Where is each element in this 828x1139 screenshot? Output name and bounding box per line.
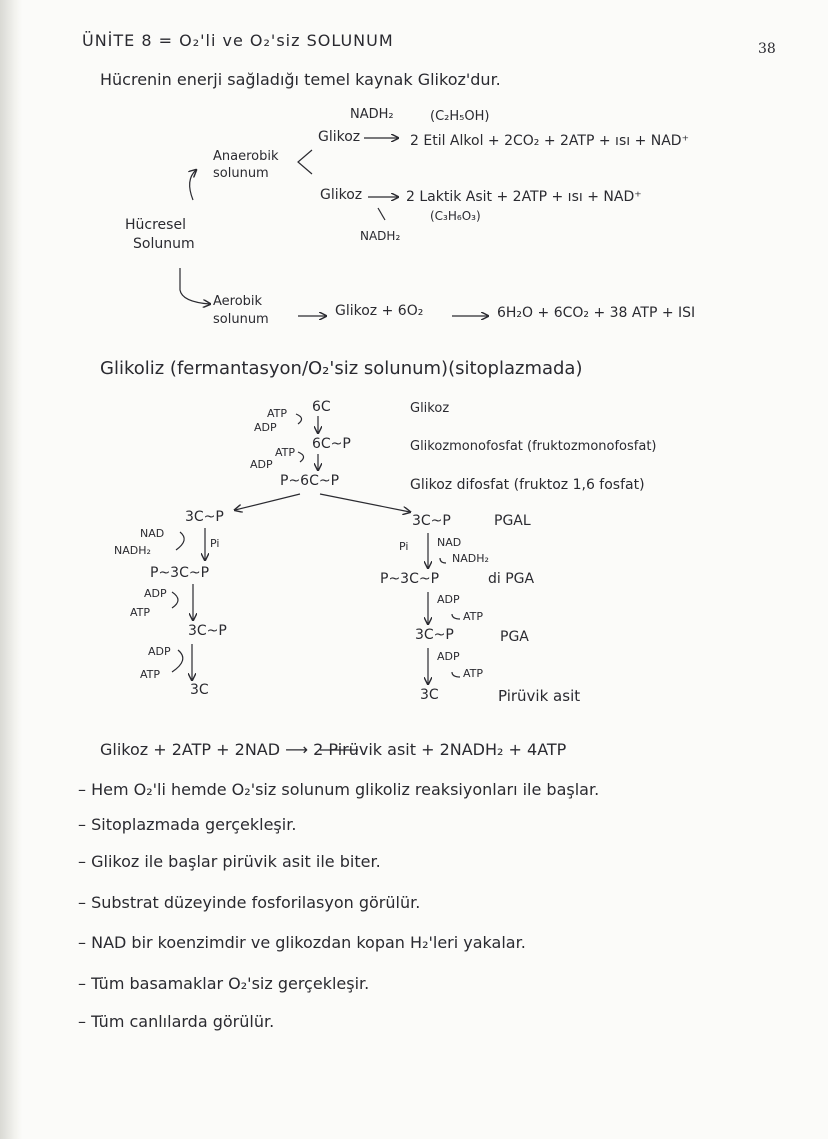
pyruvic-acid-label: Pirüvik asit xyxy=(498,687,581,705)
unit-title: ÜNİTE 8 = O₂'li ve O₂'siz SOLUNUM xyxy=(82,31,394,50)
bullet-item: – NAD bir koenzimdir ve glikozdan kopan H₂'leri yakalar. xyxy=(78,933,526,952)
atp-in-2: ATP xyxy=(275,446,296,459)
aerobic-reactants: Glikoz + 6O₂ xyxy=(335,303,424,319)
lactic-formula: (C₃H₆O₃) xyxy=(430,209,481,223)
atp-adp-curve-1 xyxy=(296,414,302,424)
right-nad: NAD xyxy=(437,536,462,549)
left-adp-curve-1 xyxy=(172,592,178,608)
desc-monophosphate: Glikozmonofosfat (fruktozmonofosfat) xyxy=(410,439,657,454)
anaerobic-brace xyxy=(298,150,312,174)
anaerobic-label-2: solunum xyxy=(213,166,269,181)
glycolysis-heading: Glikoliz (fermantasyon/O₂'siz solunum)(sitoplazmada) xyxy=(100,358,583,379)
lactic-products: 2 Laktik Asit + 2ATP + ısı + NAD⁺ xyxy=(406,189,642,205)
right-adp-2: ADP xyxy=(437,650,460,663)
summary-equation: Glikoz + 2ATP + 2NAD ⟶ 2 Pirüvik asit + 2NADH₂ + 4ATP xyxy=(100,740,567,759)
ethanol-formula: (C₂H₅OH) xyxy=(430,109,490,124)
left-atp-1: ATP xyxy=(130,606,151,619)
right-pi: Pi xyxy=(399,540,409,553)
right-atp-2: ATP xyxy=(463,667,484,680)
bullet-item: – Glikoz ile başlar pirüvik asit ile biter. xyxy=(78,852,381,871)
lactic-nad-hook xyxy=(378,208,385,220)
split-right-arrow xyxy=(320,494,410,512)
adp-out-1: ADP xyxy=(254,421,277,434)
right-3c: 3C xyxy=(420,687,439,703)
left-nadh2: NADH₂ xyxy=(114,544,151,557)
lactic-substrate: Glikoz xyxy=(320,187,363,203)
pgal-label: PGAL xyxy=(494,513,531,529)
right-nad-hook xyxy=(440,558,446,563)
left-3c-p: 3C~P xyxy=(185,509,224,525)
dipga-label: di PGA xyxy=(488,571,535,587)
right-atp-1: ATP xyxy=(463,610,484,623)
cellular-respiration-label-1: Hücresel xyxy=(125,217,186,233)
intro-sentence: Hücrenin enerji sağladığı temel kaynak Glikoz'dur. xyxy=(100,70,501,89)
atp-in-1: ATP xyxy=(267,407,288,420)
right-adp-1: ADP xyxy=(437,593,460,606)
bullet-item: – Sitoplazmada gerçekleşir. xyxy=(78,815,297,834)
to-anaerobic-arrow xyxy=(190,170,196,200)
left-adp-1: ADP xyxy=(144,587,167,600)
right-atp-hook-1 xyxy=(452,614,460,619)
anaerobic-label-1: Anaerobik xyxy=(213,149,279,164)
to-aerobic-arrow xyxy=(180,268,210,304)
right-3c-p-2: 3C~P xyxy=(415,627,454,643)
glucose-6c: 6C xyxy=(312,399,331,415)
right-p-3c-p: P~3C~P xyxy=(380,571,440,587)
left-atp-2: ATP xyxy=(140,668,161,681)
left-nad: NAD xyxy=(140,527,165,540)
left-nad-curve xyxy=(176,532,184,550)
lactic-nadh2: NADH₂ xyxy=(360,229,401,243)
bullet-item: – Tüm canlılarda görülür. xyxy=(78,1012,275,1031)
pga-label: PGA xyxy=(500,629,529,645)
p-6c-p: P~6C~P xyxy=(280,473,340,489)
left-3c: 3C xyxy=(190,682,209,698)
right-nadh2: NADH₂ xyxy=(452,552,489,565)
atp-adp-curve-2 xyxy=(298,452,304,462)
right-3c-p: 3C~P xyxy=(412,513,451,529)
left-adp-curve-2 xyxy=(172,650,183,672)
alcohol-nadh2: NADH₂ xyxy=(350,107,394,122)
aerobic-label-1: Aerobik xyxy=(213,294,263,309)
left-p-3c-p: P~3C~P xyxy=(150,565,210,581)
bullet-item: – Hem O₂'li hemde O₂'siz solunum glikoliz reaksiyonları ile başlar. xyxy=(78,780,600,799)
right-atp-hook-2 xyxy=(452,672,460,677)
cellular-respiration-label-2: Solunum xyxy=(133,236,195,252)
bullet-item: – Tüm basamaklar O₂'siz gerçekleşir. xyxy=(78,974,370,993)
alcohol-products: 2 Etil Alkol + 2CO₂ + 2ATP + ısı + NAD⁺ xyxy=(410,133,689,149)
left-adp-2: ADP xyxy=(148,645,171,658)
bullet-item: – Substrat düzeyinde fosforilasyon görülür. xyxy=(78,893,421,912)
aerobic-products: 6H₂O + 6CO₂ + 38 ATP + ISI xyxy=(497,305,696,321)
split-left-arrow xyxy=(235,494,300,510)
left-pi: Pi xyxy=(210,537,220,550)
aerobic-label-2: solunum xyxy=(213,312,269,327)
desc-diphosphate: Glikoz difosfat (fruktoz 1,6 fosfat) xyxy=(410,477,645,493)
left-3c-p-2: 3C~P xyxy=(188,623,227,639)
adp-out-2: ADP xyxy=(250,458,273,471)
page-number: 38 xyxy=(758,41,776,57)
desc-glucose: Glikoz xyxy=(410,401,450,416)
alcohol-substrate: Glikoz xyxy=(318,129,361,145)
glucose-6c-p: 6C~P xyxy=(312,436,351,452)
